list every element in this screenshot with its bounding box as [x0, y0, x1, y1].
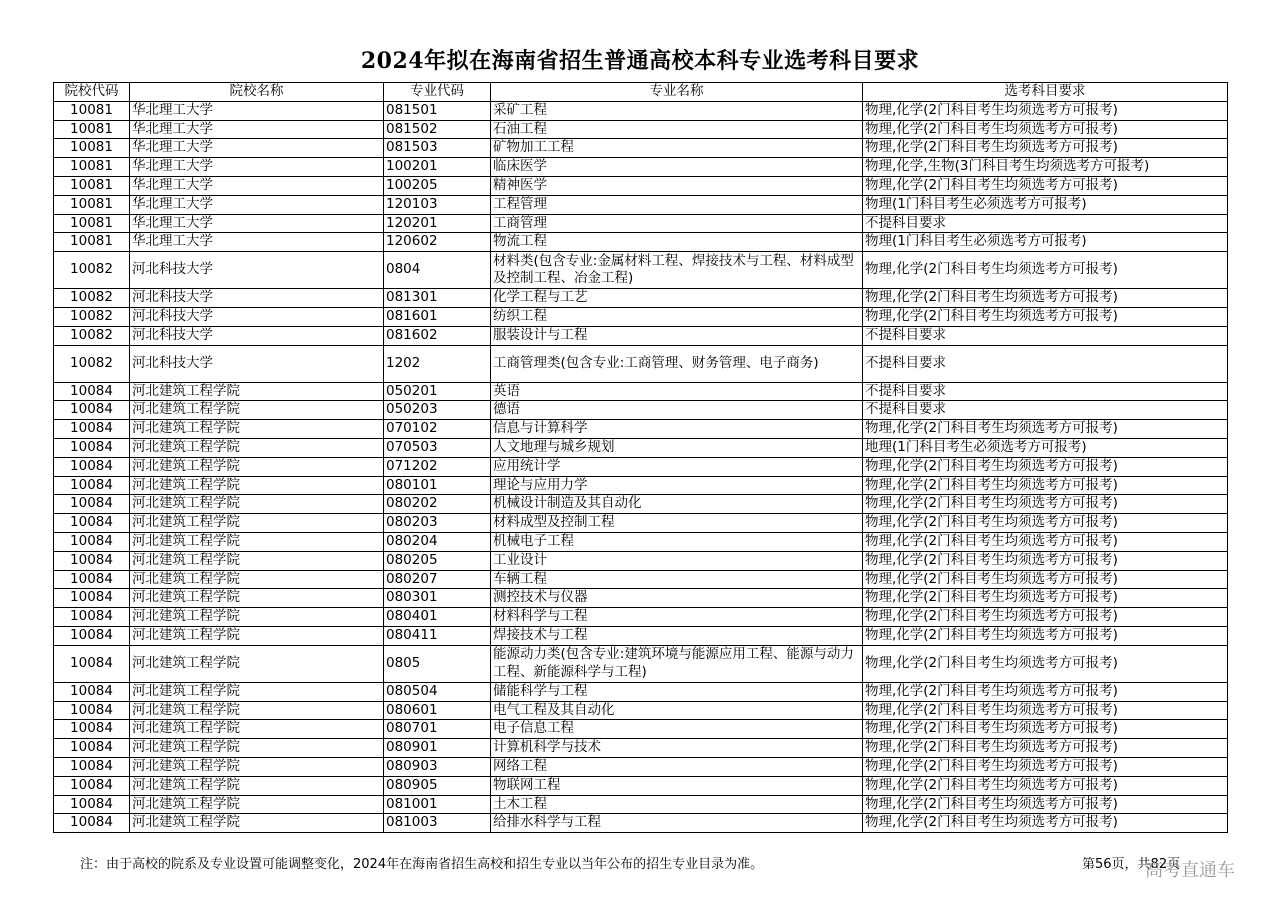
school-name-cell: 华北理工大学 [130, 214, 384, 233]
school-name-cell: 河北建筑工程学院 [130, 739, 384, 758]
school-name-cell: 河北科技大学 [130, 345, 384, 382]
school-name-cell: 华北理工大学 [130, 233, 384, 252]
table-row [54, 757, 1228, 776]
subject-requirement-cell: 物理,化学(2门科目考生均须选考方可报考) [863, 757, 1228, 776]
table-row [54, 682, 1228, 701]
school-code-cell: 10084 [54, 776, 130, 795]
major-code-cell: 1202 [384, 345, 491, 382]
major-code-cell: 0804 [384, 252, 491, 289]
major-name-cell: 英语 [491, 382, 863, 401]
school-name-cell: 河北建筑工程学院 [130, 457, 384, 476]
major-name-cell: 土木工程 [491, 795, 863, 814]
school-name-cell: 河北建筑工程学院 [130, 626, 384, 645]
table-row [54, 814, 1228, 833]
table-row [54, 532, 1228, 551]
major-name-cell: 矿物加工工程 [491, 139, 863, 158]
major-code-cell: 081601 [384, 307, 491, 326]
major-name-cell: 化学工程与工艺 [491, 289, 863, 308]
header-subject-requirement: 选考科目要求 [863, 83, 1228, 102]
major-code-cell: 120602 [384, 233, 491, 252]
subject-requirement-cell: 物理,化学(2门科目考生均须选考方可报考) [863, 495, 1228, 514]
major-name-cell: 给排水科学与工程 [491, 814, 863, 833]
major-name-cell: 信息与计算科学 [491, 420, 863, 439]
school-name-cell: 河北建筑工程学院 [130, 814, 384, 833]
table-row [54, 307, 1228, 326]
subject-requirement-cell: 物理,化学(2门科目考生均须选考方可报考) [863, 570, 1228, 589]
school-code-cell: 10081 [54, 195, 130, 214]
school-code-cell: 10082 [54, 252, 130, 289]
subject-requirement-cell: 物理,化学(2门科目考生均须选考方可报考) [863, 720, 1228, 739]
school-name-cell: 河北建筑工程学院 [130, 570, 384, 589]
major-code-cell: 080903 [384, 757, 491, 776]
school-code-cell: 10081 [54, 158, 130, 177]
major-code-cell: 080901 [384, 739, 491, 758]
school-code-cell: 10081 [54, 214, 130, 233]
page-number: 第56页，共82页 [1082, 857, 1181, 872]
major-name-cell: 计算机科学与技术 [491, 739, 863, 758]
subject-requirement-cell: 物理,化学(2门科目考生均须选考方可报考) [863, 626, 1228, 645]
school-name-cell: 华北理工大学 [130, 139, 384, 158]
table-row [54, 401, 1228, 420]
major-code-cell: 081001 [384, 795, 491, 814]
table-row [54, 495, 1228, 514]
table-row [54, 476, 1228, 495]
table-row [54, 514, 1228, 533]
school-name-cell: 华北理工大学 [130, 101, 384, 120]
subject-requirement-cell: 不提科目要求 [863, 214, 1228, 233]
major-name-cell: 采矿工程 [491, 101, 863, 120]
table-row [54, 345, 1228, 382]
table-row [54, 139, 1228, 158]
subject-requirement-cell: 物理,化学(2门科目考生均须选考方可报考) [863, 739, 1228, 758]
major-name-cell: 焊接技术与工程 [491, 626, 863, 645]
major-code-cell: 081503 [384, 139, 491, 158]
footer-note: 注：由于高校的院系及专业设置可能调整变化，2024年在海南省招生高校和招生专业以当年公布的招生专业目录为准。 [80, 857, 764, 872]
major-code-cell: 081301 [384, 289, 491, 308]
table-row [54, 739, 1228, 758]
table-row [54, 551, 1228, 570]
subject-requirement-cell: 物理,化学(2门科目考生均须选考方可报考) [863, 176, 1228, 195]
document-title: 2024年拟在海南省招生普通高校本科专业选考科目要求 [360, 48, 920, 74]
major-code-cell: 050201 [384, 382, 491, 401]
subject-requirement-cell: 物理,化学(2门科目考生均须选考方可报考) [863, 795, 1228, 814]
subject-requirement-cell: 物理,化学(2门科目考生均须选考方可报考) [863, 476, 1228, 495]
school-code-cell: 10084 [54, 626, 130, 645]
school-code-cell: 10084 [54, 720, 130, 739]
school-name-cell: 河北建筑工程学院 [130, 589, 384, 608]
subject-requirement-cell: 物理,化学(2门科目考生均须选考方可报考) [863, 608, 1228, 627]
subject-requirement-cell: 物理,化学(2门科目考生均须选考方可报考) [863, 289, 1228, 308]
subject-requirement-cell: 物理,化学(2门科目考生均须选考方可报考) [863, 139, 1228, 158]
school-name-cell: 河北建筑工程学院 [130, 701, 384, 720]
major-code-cell: 080601 [384, 701, 491, 720]
table-row [54, 608, 1228, 627]
subject-requirement-cell: 物理,化学(2门科目考生均须选考方可报考) [863, 589, 1228, 608]
school-code-cell: 10081 [54, 101, 130, 120]
subject-requirement-cell: 不提科目要求 [863, 382, 1228, 401]
school-code-cell: 10084 [54, 495, 130, 514]
major-name-cell: 能源动力类(包含专业:建筑环境与能源应用工程、能源与动力工程、新能源科学与工程) [491, 645, 863, 682]
table-row [54, 457, 1228, 476]
subject-requirement-cell: 地理(1门科目考生必须选考方可报考) [863, 438, 1228, 457]
school-code-cell: 10084 [54, 551, 130, 570]
subject-requirement-cell: 物理,化学(2门科目考生均须选考方可报考) [863, 252, 1228, 289]
subject-requirement-cell: 物理,化学(2门科目考生均须选考方可报考) [863, 120, 1228, 139]
major-name-cell: 精神医学 [491, 176, 863, 195]
school-name-cell: 河北科技大学 [130, 307, 384, 326]
major-code-cell: 080701 [384, 720, 491, 739]
school-code-cell: 10084 [54, 739, 130, 758]
subject-requirement-cell: 物理(1门科目考生必须选考方可报考) [863, 195, 1228, 214]
school-code-cell: 10084 [54, 645, 130, 682]
school-code-cell: 10084 [54, 682, 130, 701]
major-name-cell: 工商管理类(包含专业:工商管理、财务管理、电子商务) [491, 345, 863, 382]
school-name-cell: 华北理工大学 [130, 176, 384, 195]
table-row [54, 701, 1228, 720]
school-code-cell: 10082 [54, 307, 130, 326]
subject-requirement-cell: 不提科目要求 [863, 401, 1228, 420]
school-code-cell: 10084 [54, 532, 130, 551]
school-code-cell: 10084 [54, 814, 130, 833]
major-code-cell: 081502 [384, 120, 491, 139]
major-code-cell: 080411 [384, 626, 491, 645]
school-name-cell: 河北建筑工程学院 [130, 682, 384, 701]
requirements-table [53, 82, 1228, 833]
major-code-cell: 080401 [384, 608, 491, 627]
table-row [54, 589, 1228, 608]
subject-requirement-cell: 物理,化学(2门科目考生均须选考方可报考) [863, 420, 1228, 439]
major-name-cell: 材料类(包含专业:金属材料工程、焊接技术与工程、材料成型及控制工程、冶金工程) [491, 252, 863, 289]
school-name-cell: 河北建筑工程学院 [130, 608, 384, 627]
major-name-cell: 电子信息工程 [491, 720, 863, 739]
school-name-cell: 河北建筑工程学院 [130, 438, 384, 457]
major-code-cell: 080204 [384, 532, 491, 551]
major-name-cell: 德语 [491, 401, 863, 420]
header-major-code: 专业代码 [384, 83, 491, 102]
major-name-cell: 应用统计学 [491, 457, 863, 476]
school-code-cell: 10084 [54, 401, 130, 420]
school-name-cell: 河北建筑工程学院 [130, 532, 384, 551]
subject-requirement-cell: 物理,化学(2门科目考生均须选考方可报考) [863, 551, 1228, 570]
school-name-cell: 河北科技大学 [130, 289, 384, 308]
table-row [54, 645, 1228, 682]
school-code-cell: 10084 [54, 757, 130, 776]
major-name-cell: 纺织工程 [491, 307, 863, 326]
school-code-cell: 10084 [54, 795, 130, 814]
school-name-cell: 河北建筑工程学院 [130, 757, 384, 776]
subject-requirement-cell: 不提科目要求 [863, 345, 1228, 382]
school-code-cell: 10084 [54, 608, 130, 627]
table-row [54, 326, 1228, 345]
subject-requirement-cell: 物理,化学(2门科目考生均须选考方可报考) [863, 457, 1228, 476]
major-code-cell: 120201 [384, 214, 491, 233]
major-name-cell: 机械电子工程 [491, 532, 863, 551]
major-code-cell: 080205 [384, 551, 491, 570]
major-name-cell: 理论与应用力学 [491, 476, 863, 495]
major-name-cell: 临床医学 [491, 158, 863, 177]
major-name-cell: 工业设计 [491, 551, 863, 570]
school-code-cell: 10084 [54, 420, 130, 439]
table-row [54, 438, 1228, 457]
major-code-cell: 071202 [384, 457, 491, 476]
school-name-cell: 河北科技大学 [130, 252, 384, 289]
requirements-table-wrapper [53, 82, 1228, 833]
school-code-cell: 10084 [54, 570, 130, 589]
school-code-cell: 10081 [54, 120, 130, 139]
major-name-cell: 物联网工程 [491, 776, 863, 795]
school-code-cell: 10082 [54, 289, 130, 308]
school-name-cell: 华北理工大学 [130, 195, 384, 214]
major-name-cell: 材料成型及控制工程 [491, 514, 863, 533]
school-name-cell: 河北建筑工程学院 [130, 551, 384, 570]
major-name-cell: 工商管理 [491, 214, 863, 233]
major-code-cell: 050203 [384, 401, 491, 420]
table-row [54, 158, 1228, 177]
school-name-cell: 河北科技大学 [130, 326, 384, 345]
major-code-cell: 120103 [384, 195, 491, 214]
table-row [54, 101, 1228, 120]
major-code-cell: 080101 [384, 476, 491, 495]
subject-requirement-cell: 物理,化学(2门科目考生均须选考方可报考) [863, 645, 1228, 682]
major-code-cell: 100205 [384, 176, 491, 195]
school-code-cell: 10081 [54, 176, 130, 195]
major-code-cell: 070503 [384, 438, 491, 457]
major-code-cell: 081501 [384, 101, 491, 120]
major-code-cell: 080207 [384, 570, 491, 589]
major-name-cell: 工程管理 [491, 195, 863, 214]
school-name-cell: 河北建筑工程学院 [130, 382, 384, 401]
table-row [54, 214, 1228, 233]
table-header-row [54, 83, 1228, 102]
major-code-cell: 070102 [384, 420, 491, 439]
school-name-cell: 河北建筑工程学院 [130, 645, 384, 682]
major-name-cell: 测控技术与仪器 [491, 589, 863, 608]
major-name-cell: 人文地理与城乡规划 [491, 438, 863, 457]
major-code-cell: 080301 [384, 589, 491, 608]
header-school-name: 院校名称 [130, 83, 384, 102]
major-code-cell: 081003 [384, 814, 491, 833]
school-name-cell: 华北理工大学 [130, 158, 384, 177]
school-name-cell: 河北建筑工程学院 [130, 776, 384, 795]
school-code-cell: 10081 [54, 233, 130, 252]
school-name-cell: 河北建筑工程学院 [130, 476, 384, 495]
watermark-text: 高考直通车 [1145, 860, 1235, 881]
major-name-cell: 机械设计制造及其自动化 [491, 495, 863, 514]
school-code-cell: 10084 [54, 514, 130, 533]
school-code-cell: 10084 [54, 589, 130, 608]
subject-requirement-cell: 物理(1门科目考生必须选考方可报考) [863, 233, 1228, 252]
school-name-cell: 河北建筑工程学院 [130, 720, 384, 739]
major-name-cell: 服装设计与工程 [491, 326, 863, 345]
table-row [54, 176, 1228, 195]
major-code-cell: 080203 [384, 514, 491, 533]
school-code-cell: 10082 [54, 345, 130, 382]
school-code-cell: 10084 [54, 701, 130, 720]
subject-requirement-cell: 物理,化学(2门科目考生均须选考方可报考) [863, 701, 1228, 720]
table-row [54, 795, 1228, 814]
table-row [54, 420, 1228, 439]
school-code-cell: 10081 [54, 139, 130, 158]
major-name-cell: 材料科学与工程 [491, 608, 863, 627]
school-code-cell: 10084 [54, 382, 130, 401]
subject-requirement-cell: 物理,化学(2门科目考生均须选考方可报考) [863, 514, 1228, 533]
table-row [54, 252, 1228, 289]
school-name-cell: 华北理工大学 [130, 120, 384, 139]
table-row [54, 570, 1228, 589]
major-name-cell: 网络工程 [491, 757, 863, 776]
school-code-cell: 10084 [54, 476, 130, 495]
major-code-cell: 100201 [384, 158, 491, 177]
table-row [54, 720, 1228, 739]
major-name-cell: 电气工程及其自动化 [491, 701, 863, 720]
school-name-cell: 河北建筑工程学院 [130, 495, 384, 514]
table-row [54, 289, 1228, 308]
major-name-cell: 石油工程 [491, 120, 863, 139]
header-school-code: 院校代码 [54, 83, 130, 102]
school-name-cell: 河北建筑工程学院 [130, 401, 384, 420]
table-row [54, 233, 1228, 252]
major-code-cell: 081602 [384, 326, 491, 345]
major-code-cell: 080905 [384, 776, 491, 795]
major-name-cell: 储能科学与工程 [491, 682, 863, 701]
subject-requirement-cell: 物理,化学(2门科目考生均须选考方可报考) [863, 682, 1228, 701]
school-name-cell: 河北建筑工程学院 [130, 420, 384, 439]
major-code-cell: 080504 [384, 682, 491, 701]
school-code-cell: 10084 [54, 457, 130, 476]
school-name-cell: 河北建筑工程学院 [130, 514, 384, 533]
major-name-cell: 车辆工程 [491, 570, 863, 589]
school-code-cell: 10084 [54, 438, 130, 457]
subject-requirement-cell: 物理,化学(2门科目考生均须选考方可报考) [863, 532, 1228, 551]
major-code-cell: 0805 [384, 645, 491, 682]
table-row [54, 626, 1228, 645]
major-name-cell: 物流工程 [491, 233, 863, 252]
school-name-cell: 河北建筑工程学院 [130, 795, 384, 814]
subject-requirement-cell: 物理,化学(2门科目考生均须选考方可报考) [863, 814, 1228, 833]
header-major-name: 专业名称 [491, 83, 863, 102]
subject-requirement-cell: 物理,化学(2门科目考生均须选考方可报考) [863, 307, 1228, 326]
subject-requirement-cell: 物理,化学(2门科目考生均须选考方可报考) [863, 101, 1228, 120]
table-body [54, 101, 1228, 832]
subject-requirement-cell: 不提科目要求 [863, 326, 1228, 345]
school-code-cell: 10082 [54, 326, 130, 345]
table-row [54, 382, 1228, 401]
major-code-cell: 080202 [384, 495, 491, 514]
table-row [54, 195, 1228, 214]
table-row [54, 776, 1228, 795]
table-row [54, 120, 1228, 139]
subject-requirement-cell: 物理,化学,生物(3门科目考生均须选考方可报考) [863, 158, 1228, 177]
subject-requirement-cell: 物理,化学(2门科目考生均须选考方可报考) [863, 776, 1228, 795]
